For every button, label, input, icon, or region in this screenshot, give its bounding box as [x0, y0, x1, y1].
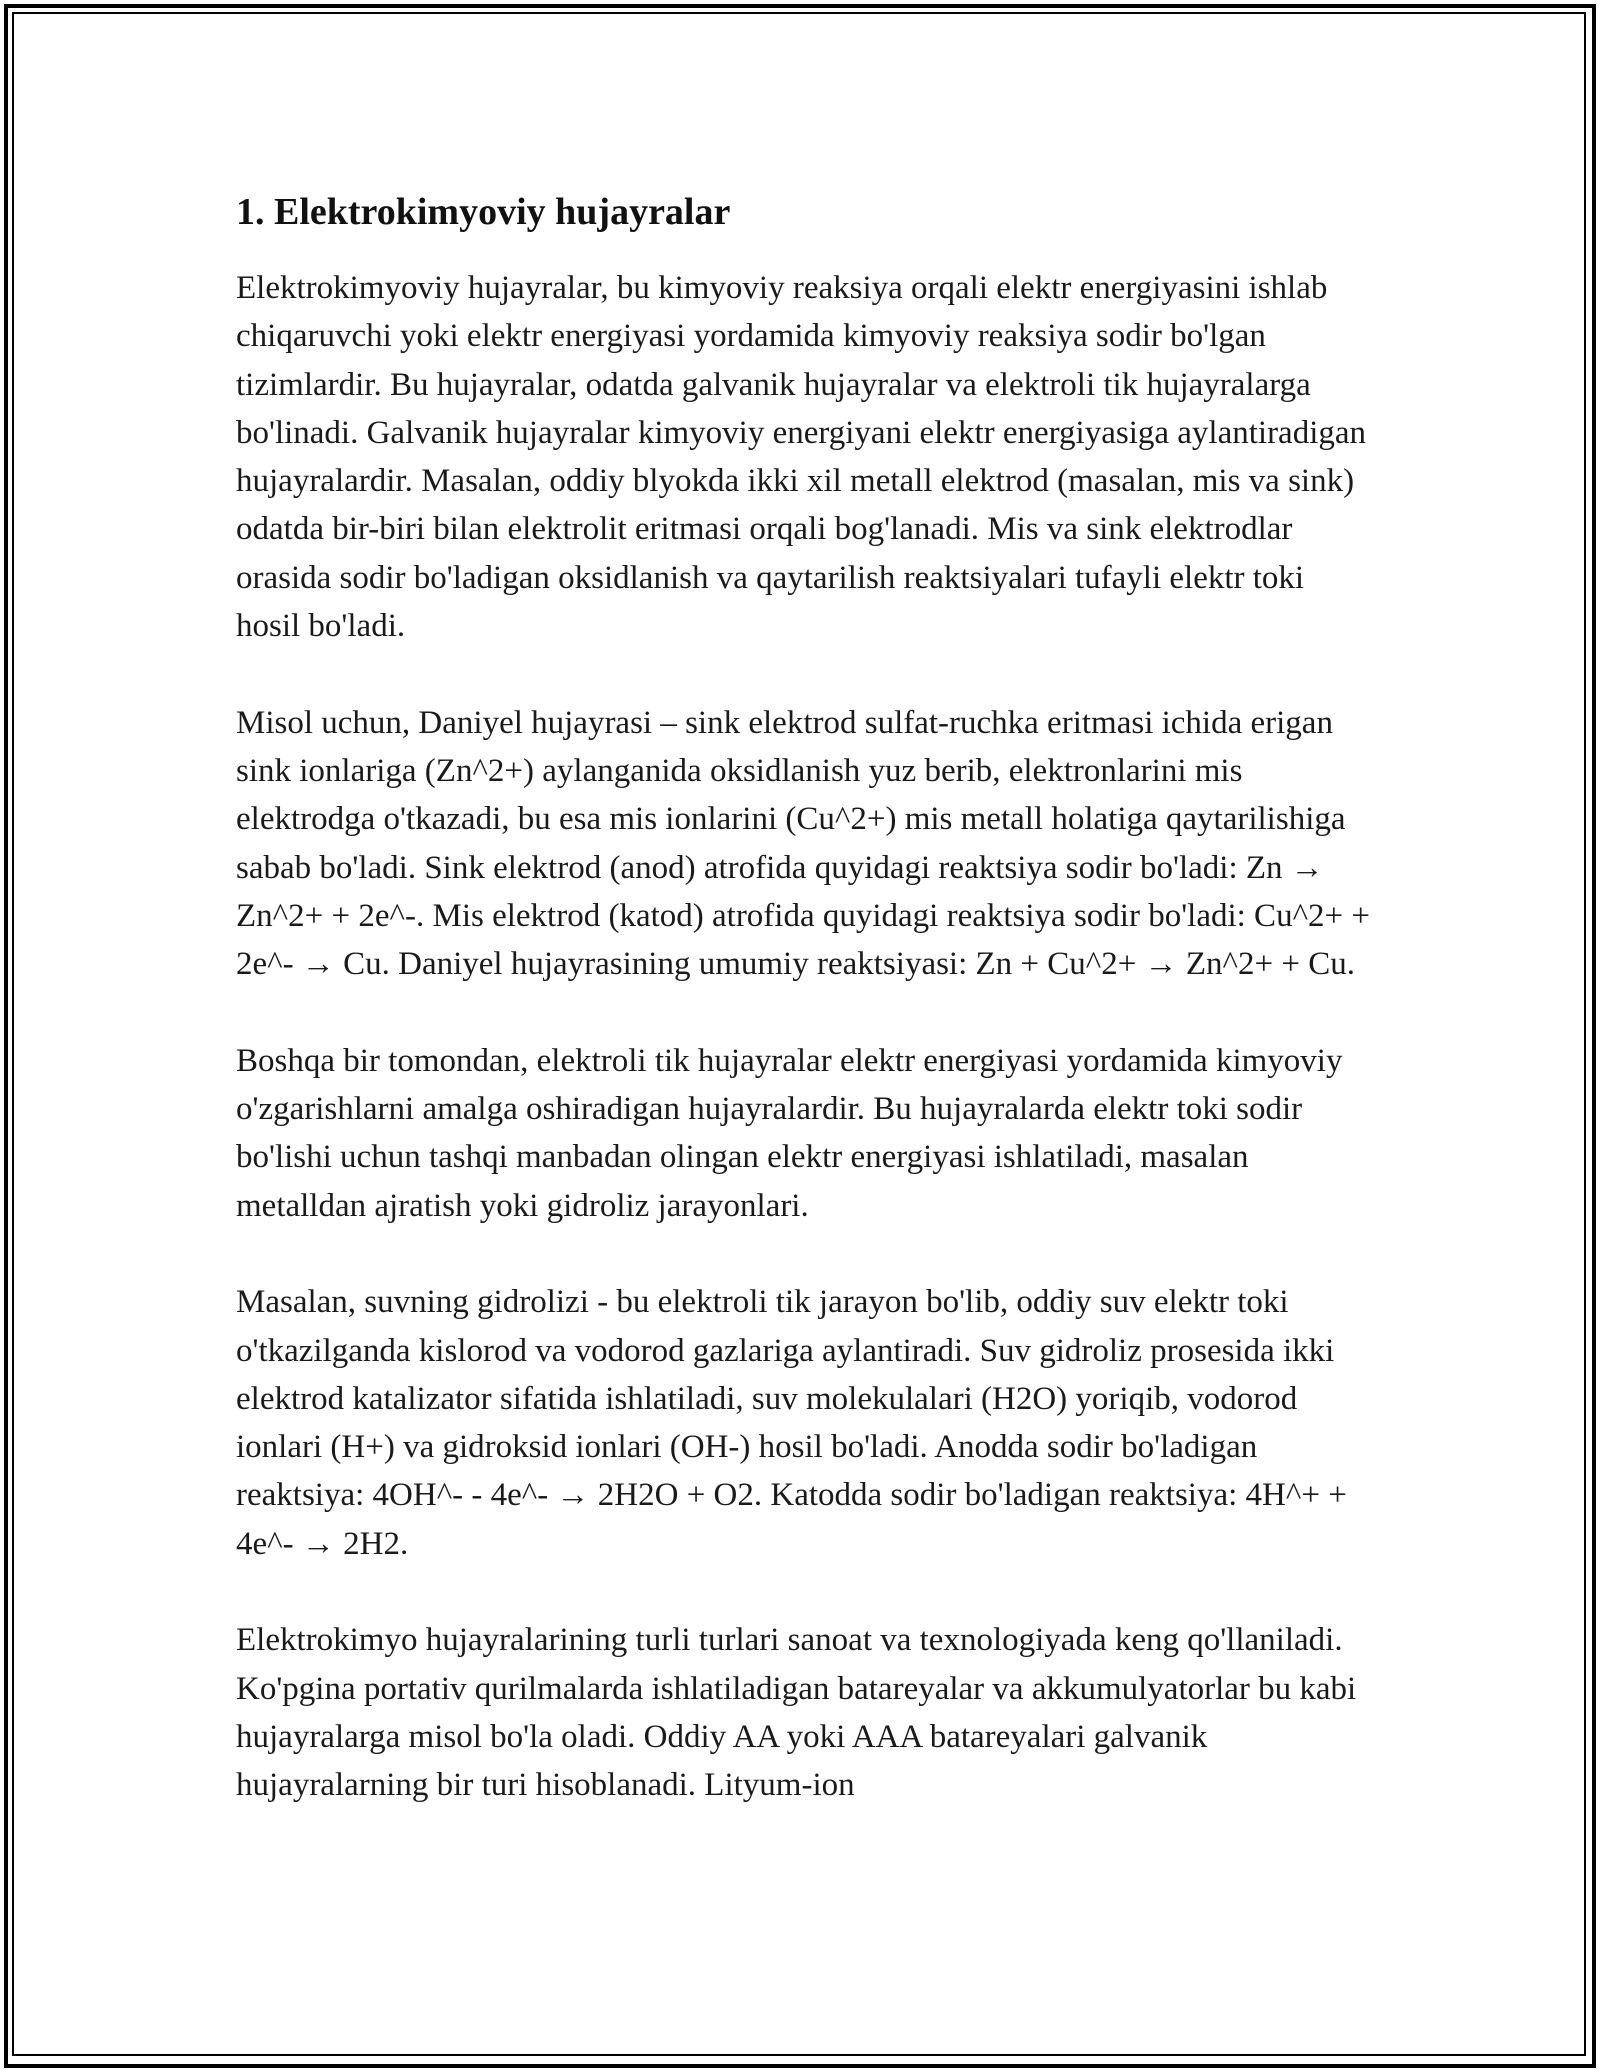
document-body [236, 184, 1376, 1858]
paragraph-3: Boshqa bir tomondan, elektroli tik hujayralar elektr energiyasi yordamida kimyoviy o'zgarishlarni amalga oshiradigan hujayralardir. Bu hujayralarda elektr toki sodir bo'lishi uchun tashqi manbadan olingan elektr energiyasi ishlatiladi, masalan metalldan ajratish yoki gidroliz jarayonlari. [236, 1042, 1343, 1224]
section-title: 1. Elektrokimyoviy hujayralar [236, 191, 731, 233]
paragraph-1: Elektrokimyoviy hujayralar, bu kimyoviy reaksiya orqali elektr energiyasini ishlab chiqaruvchi yoki elektr energiyasi yordamida kimyoviy reaksiya sodir bo'lgan tizimlardir. Bu hujayralar, odatda galvanik hujayralar va elektroli tik hujayralarga bo'linadi. Galvanik hujayralar kimyoviy energiyani elektr energiyasiga aylantiradigan hujayralardir. Masalan, oddiy blyokda ikki xil metall elektrod (masalan, mis va sink) odatda bir-biri bilan elektrolit eritmasi orqali bog'lanadi. Mis va sink elektrodlar orasida sodir bo'ladigan oksidlanish va qaytarilish reaktsiyalari tufayli elektr toki hosil bo'ladi. [236, 270, 1367, 645]
paragraph-5: Elektrokimyo hujayralarining turli turlari sanoat va texnologiyada keng qo'llaniladi. Ko'pgina portativ qurilmalarda ishlatiladigan batareyalar va akkumulyatorlar bu kabi hujayralarga misol bo'la oladi. Oddiy AA yoki AAA batareyalari galvanik hujayralarning bir turi hisoblanadi. Lityum-ion [236, 1622, 1357, 1804]
paragraph-4: Masalan, suvning gidrolizi - bu elektroli tik jarayon bo'lib, oddiy suv elektr toki o'tkazilganda kislorod va vodorod gazlariga aylantiradi. Suv gidroliz prosesida ikki elektrod katalizator sifatida ishlatiladi, suv molekulalari (H2O) yoriqib, vodorod ionlari (H+) va gidroksid ionlari (OH-) hosil bo'ladi. Anodda sodir bo'ladigan reaktsiya: 4OH^- - 4e^- → 2H2O + O2. Katodda sodir bo'ladigan reaktsiya: 4H^+ + 4e^- → 2H2. [236, 1284, 1347, 1562]
paragraph-2: Misol uchun, Daniyel hujayrasi – sink elektrod sulfat-ruchka eritmasi ichida erigan sink ionlariga (Zn^2+) aylanganida oksidlanish yuz berib, elektronlarini mis elektrodga o'tkazadi, bu esa mis ionlarini (Cu^2+) mis metall holatiga qaytarilishiga sabab bo'ladi. Sink elektrod (anod) atrofida quyidagi reaktsiya sodir bo'ladi: Zn → Zn^2+ + 2e^-. Mis elektrod (katod) atrofida quyidagi reaktsiya sodir bo'ladi: Cu^2+ + 2e^- → Cu. Daniyel hujayrasining umumiy reaktsiyasi: Zn + Cu^2+ → Zn^2+ + Cu. [236, 704, 1371, 983]
